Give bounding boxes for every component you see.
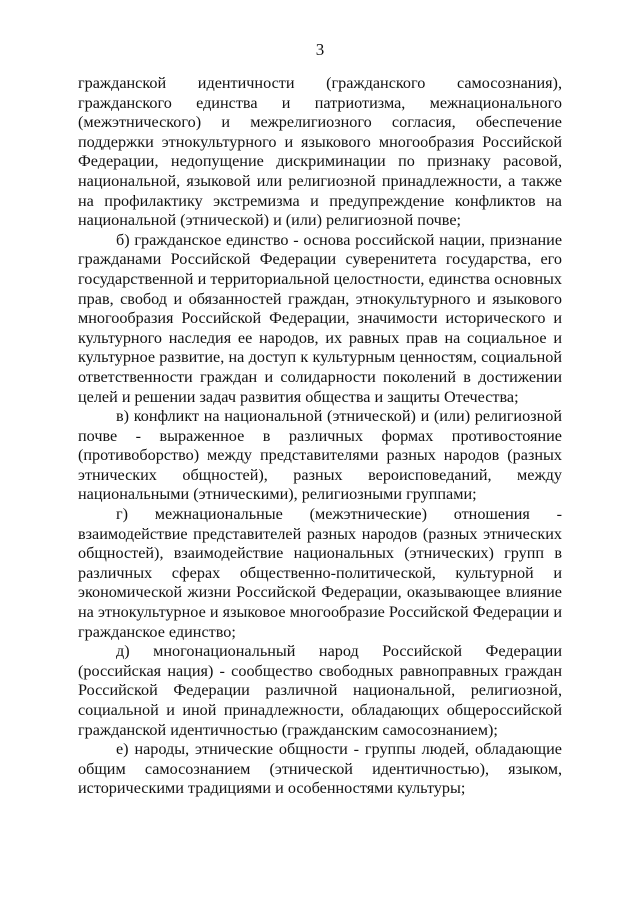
page-number: 3 bbox=[315, 40, 325, 59]
paragraph-g-interethnic-relations: г) межнациональные (межэтнические) отношения - взаимодействие представителей разных народов (разных этнических общностей), взаимодействие национальных (этнических) групп в различных сферах общественно-политической, культурной и экономической жизни Российской Федерации, оказывающее влияние на этнокультурное и языковое многообразие Российской Федерации и гражданское единство; bbox=[78, 505, 562, 641]
paragraph-e-peoples: е) народы, этнические общности - группы людей, обладающие общим самосознанием (этнической идентичностью), языком, историческими традициями и особенностями культуры; bbox=[78, 740, 562, 798]
document-body bbox=[78, 74, 562, 799]
paragraph-v-conflict: в) конфликт на национальной (этнической) и (или) религиозной почве - выраженное в различных формах противостояние (противоборство) между представителями разных народов (разных этнических общностей), разных вероисповеданий, между национальными (этническими), религиозными группами; bbox=[78, 407, 562, 504]
paragraph-d-multinational-people: д) многонациональный народ Российской Федерации (российская нация) - сообщество свободных равноправных граждан Российской Федерации различной национальной, религиозной, социальной и иной принадлежности, обладающих общероссийской гражданской идентичностью (гражданским самосознанием); bbox=[78, 642, 562, 739]
paragraph-b-civic-unity: б) гражданское единство - основа российской нации, признание гражданами Российской Федерации суверенитета государства, его государственной и территориальной целостности, единства основных прав, свобод и обязанностей граждан, этнокультурного и языкового многообразия Российской Федерации, значимости исторического и культурного наследия ее народов, их равных прав на социальное и культурное развитие, на доступ к культурным ценностям, социальной ответственности граждан и солидарности поколений в достижении целей и решении задач развития общества и защиты Отечества; bbox=[78, 230, 562, 406]
paragraph-continuation: гражданской идентичности (гражданского самосознания), гражданского единства и патриотизма, межнационального (межэтнического) и межрелигиозного согласия, обеспечение поддержки этнокультурного и языкового многообразия Российской Федерации, недопущение дискриминации по признаку расовой, национальной, языковой или религиозной принадлежности, а также на профилактику экстремизма и предупреждение конфликтов на национальной (этнической) и (или) религиозной почве; bbox=[78, 74, 562, 230]
